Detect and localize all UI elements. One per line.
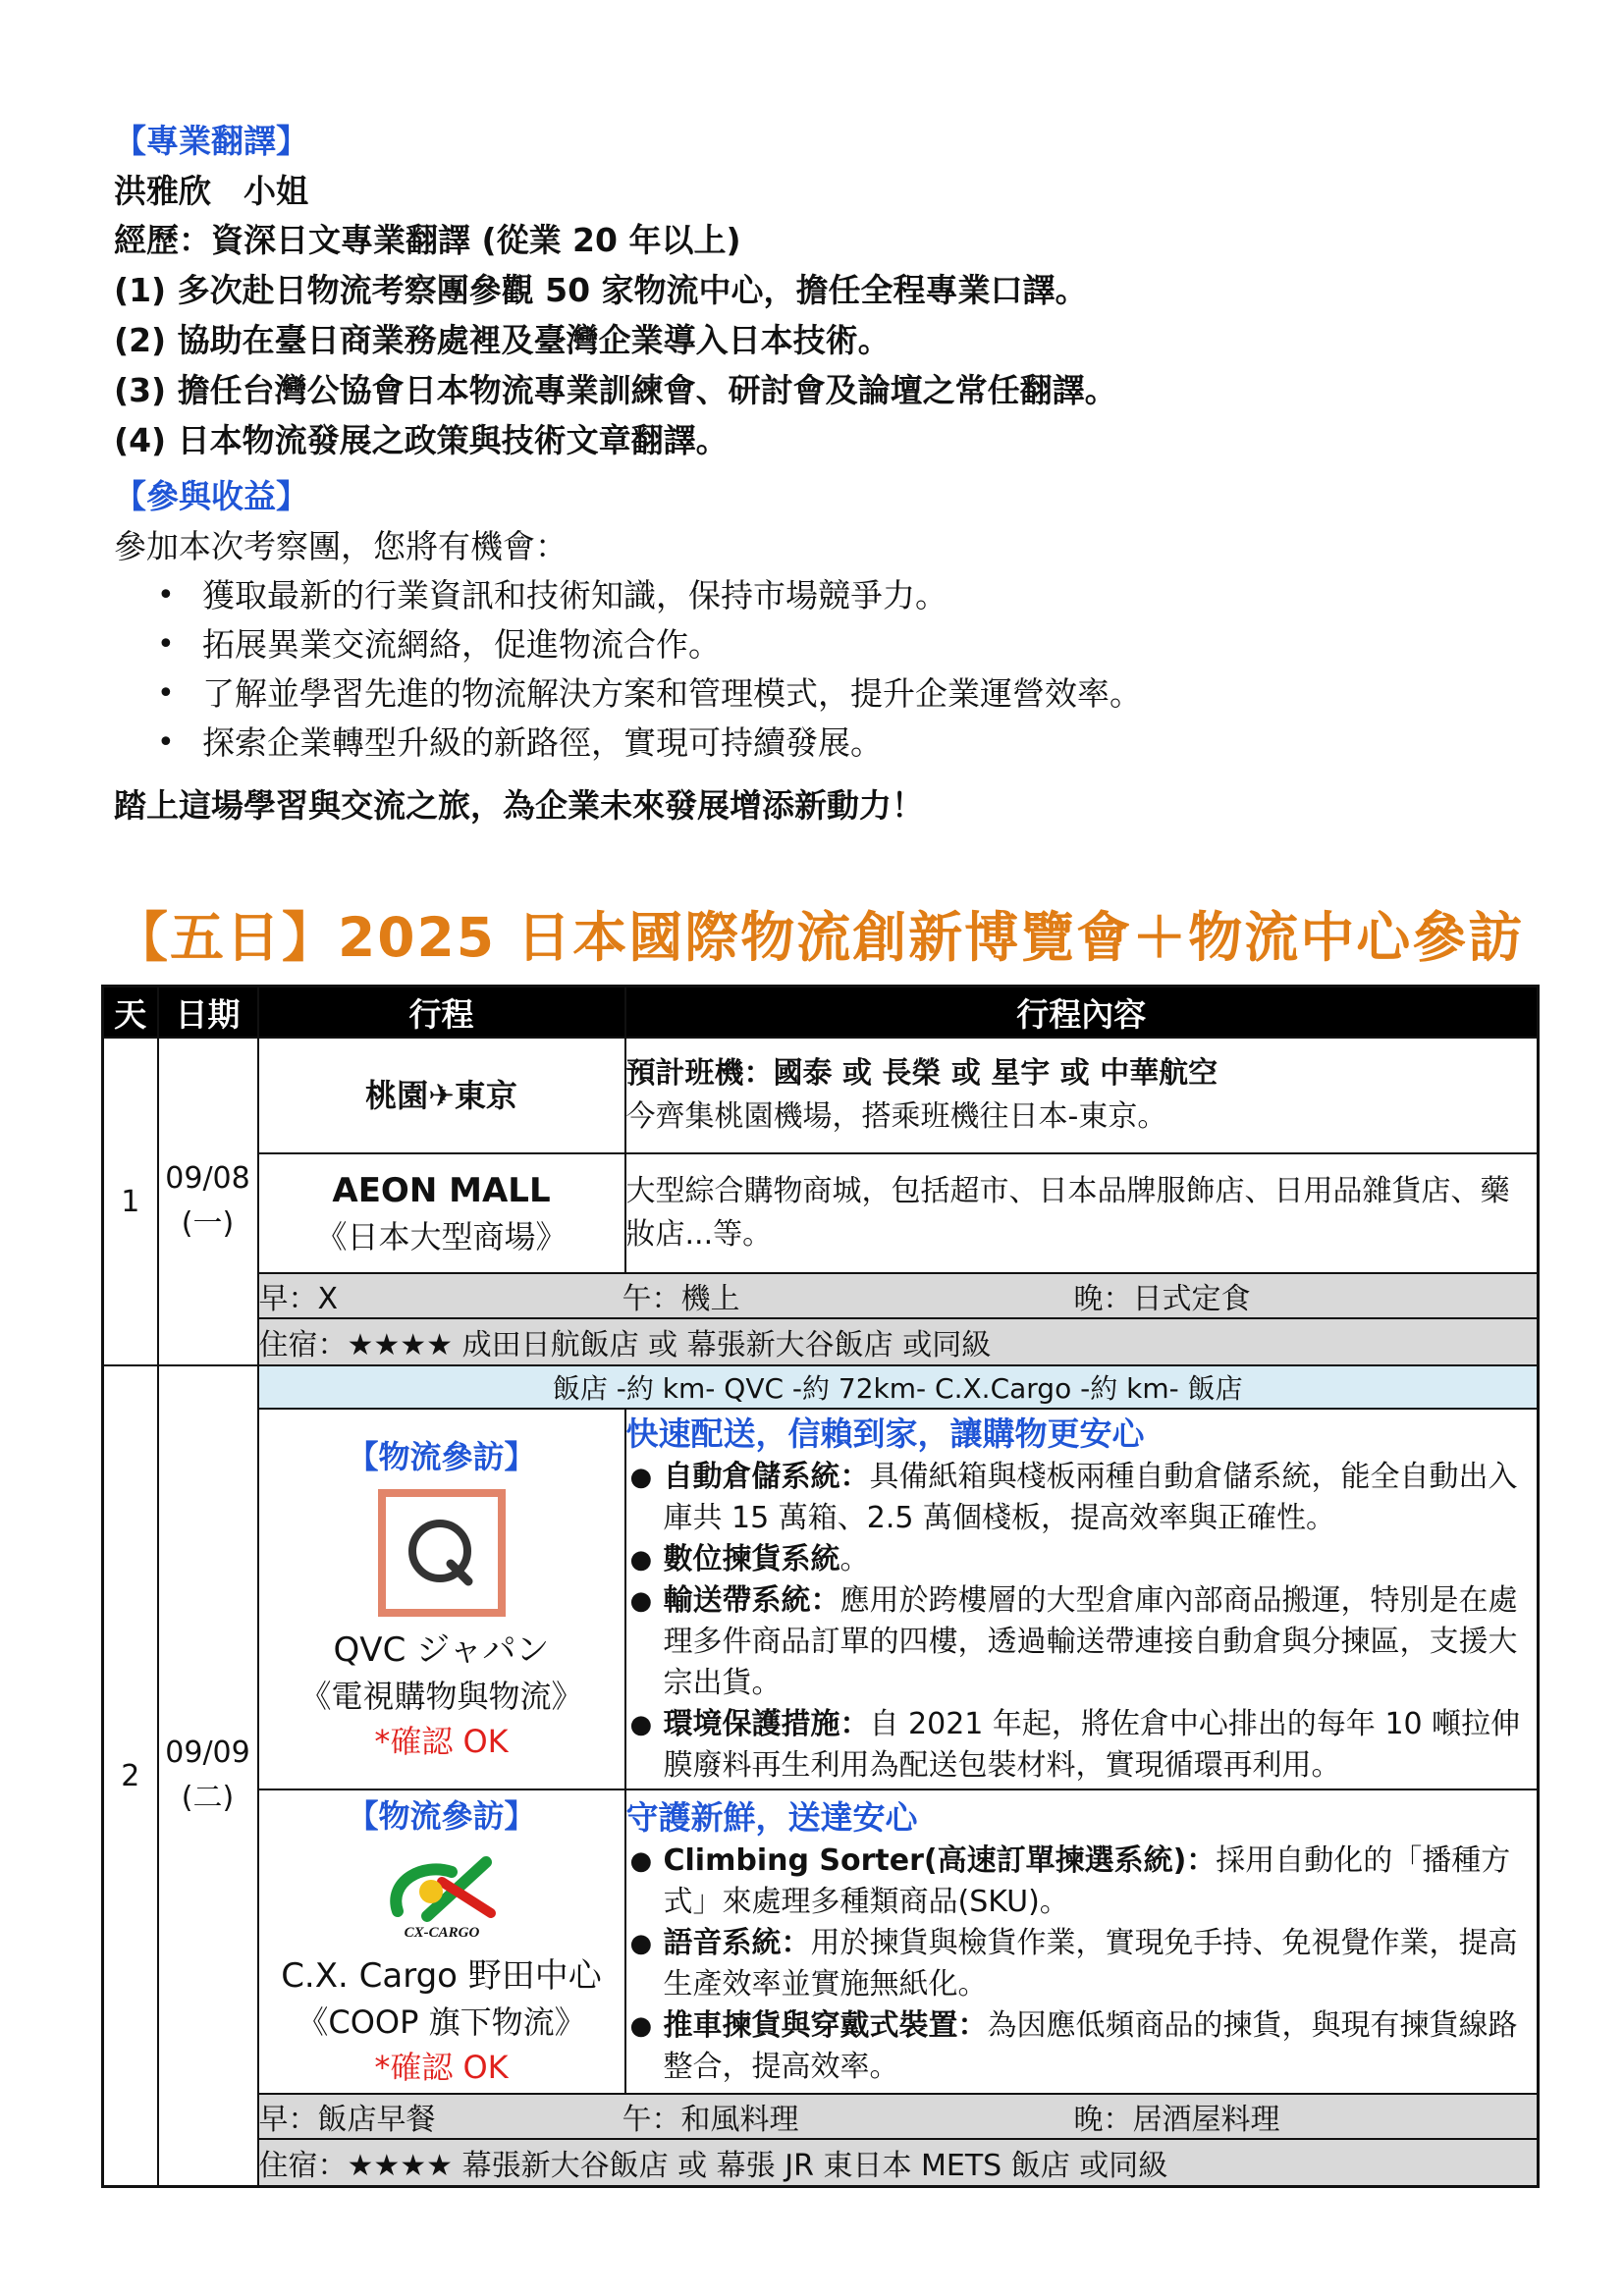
bullet-icon: ● bbox=[629, 2011, 653, 2041]
bullet-icon: ● bbox=[629, 1463, 653, 1492]
experience-item: (1) 多次赴日物流考察團參觀 50 家物流中心，擔任全程專業口譯。 bbox=[114, 271, 1088, 309]
feature-list bbox=[626, 1457, 1538, 1787]
visit-qvc bbox=[258, 1409, 625, 1789]
itinerary-banner: 【五日】2025 日本國際物流創新博覽會＋物流中心參訪 bbox=[114, 906, 1525, 969]
route-flight: 桃園✈東京 bbox=[258, 1038, 625, 1153]
header-content: 行程內容 bbox=[625, 987, 1539, 1039]
day-number: 2 bbox=[103, 1365, 158, 2187]
bullet-icon: ● bbox=[629, 1710, 653, 1739]
meal-lunch: 午：和風料理 bbox=[622, 2103, 799, 2137]
benefit-item: • 探索企業轉型升級的新路徑，實現可持續發展。 bbox=[157, 719, 1528, 768]
meal-cell bbox=[258, 1273, 1539, 1318]
feature-item: ● 輸送帶系統：應用於跨樓層的大型倉庫內部商品搬運，特別是在處理多件商品訂單的四樓，透過輸送帶連接自動倉與分揀區，支援大宗出貨。 bbox=[626, 1580, 1538, 1704]
table-row bbox=[103, 1038, 1539, 1153]
table-row bbox=[103, 1153, 1539, 1273]
visit-name: QVC ジャパン bbox=[333, 1630, 550, 1670]
qvc-logo bbox=[378, 1489, 506, 1617]
cx-cargo-logo bbox=[368, 1842, 515, 1941]
confirm-badge: *確認 OK bbox=[374, 1723, 509, 1760]
meal-row bbox=[103, 1273, 1539, 1318]
hotel-row bbox=[103, 2139, 1539, 2187]
visit-tag: 【物流參訪】 bbox=[347, 1797, 536, 1835]
intro-section bbox=[114, 116, 1528, 863]
hotel-row bbox=[103, 1318, 1539, 1365]
translator-heading: 【專業翻譯】 bbox=[114, 122, 308, 160]
content-title: 守護新鮮，送達安心 bbox=[625, 1798, 918, 1837]
feature-item: ● 語音系統：用於揀貨與檢貨作業，實現免手持、免視覺作業，提高生產效率並實施無紙化。 bbox=[626, 1923, 1538, 2005]
meal-lunch: 午：機上 bbox=[622, 1282, 740, 1316]
bullet-icon: • bbox=[157, 725, 175, 760]
hotel-cell: 住宿：★★★★ 成田日航飯店 或 幕張新大谷飯店 或同級 bbox=[258, 1318, 1539, 1365]
header-date: 日期 bbox=[158, 987, 258, 1039]
day-date: 09/08 (一) bbox=[158, 1038, 258, 1365]
bullet-icon: ● bbox=[629, 1929, 653, 1958]
benefit-item: • 拓展異業交流網絡，促進物流合作。 bbox=[157, 620, 1528, 669]
flight-content bbox=[625, 1038, 1539, 1153]
visit-name: C.X. Cargo 野田中心 bbox=[281, 1956, 602, 1996]
bullet-icon: • bbox=[157, 627, 175, 662]
meal-breakfast: 早：飯店早餐 bbox=[258, 2103, 436, 2137]
table-header-row bbox=[103, 987, 1539, 1039]
feature-list bbox=[626, 1841, 1538, 2088]
visit-tag: 【物流參訪】 bbox=[347, 1438, 536, 1475]
aeon-content: 大型綜合購物商城，包括超市、日本品牌服飾店、日用品雜貨店、藥妝店...等。 bbox=[625, 1153, 1539, 1273]
route-aeon: AEON MALL 《日本大型商場》 bbox=[258, 1153, 625, 1273]
cxcargo-content bbox=[625, 1789, 1539, 2094]
transfer-row bbox=[103, 1365, 1539, 1409]
header-route: 行程 bbox=[258, 987, 625, 1039]
table-row bbox=[103, 1409, 1539, 1789]
meal-cell bbox=[258, 2094, 1539, 2139]
benefit-heading: 【參與收益】 bbox=[114, 477, 308, 515]
hotel-cell: 住宿：★★★★ 幕張新大谷飯店 或 幕張 JR 東日本 METS 飯店 或同級 bbox=[258, 2139, 1539, 2187]
experience-item: (2) 協助在臺日商業務處裡及臺灣企業導入日本技術。 bbox=[114, 321, 891, 359]
benefit-lead: 參加本次考察團，您將有機會： bbox=[114, 527, 568, 565]
benefit-item: • 獲取最新的行業資訊和技術知識，保持市場競爭力。 bbox=[157, 571, 1528, 620]
meal-row bbox=[103, 2094, 1539, 2139]
flight-text: 今齊集桃園機場，搭乘班機往日本-東京。 bbox=[625, 1099, 1167, 1134]
closing-statement: 踏上這場學習與交流之旅，為企業未來發展增添新動力！ bbox=[114, 786, 924, 825]
meal-dinner: 晚：居酒屋料理 bbox=[1073, 2103, 1280, 2137]
confirm-badge: *確認 OK bbox=[374, 2049, 509, 2086]
feature-item: ● Climbing Sorter(高速訂單揀選系統)：採用自動化的「播種方式」來處理多種類商品(SKU)。 bbox=[626, 1841, 1538, 1923]
svg-text:CX-CARGO: CX-CARGO bbox=[404, 1925, 479, 1941]
content-title: 快速配送，信賴到家，讓購物更安心 bbox=[625, 1415, 1145, 1453]
visit-sub: 《COOP 旗下物流》 bbox=[297, 2003, 586, 2041]
bullet-icon: • bbox=[157, 578, 175, 613]
bullet-icon: ● bbox=[629, 1586, 653, 1616]
feature-item: ● 自動倉儲系統：具備紙箱與棧板兩種自動倉儲系統，能全自動出入庫共 15 萬箱、2.5 萬個棧板，提高效率與正確性。 bbox=[626, 1457, 1538, 1539]
itinerary-table bbox=[101, 985, 1540, 2188]
table-row bbox=[103, 1789, 1539, 2094]
transfer-cell: 飯店 -約 km- QVC -約 72km- C.X.Cargo -約 km- 飯店 bbox=[258, 1365, 1539, 1409]
qvc-q-icon bbox=[398, 1509, 486, 1597]
header-day: 天 bbox=[103, 987, 158, 1039]
flight-label: 預計班機：國泰 或 長榮 或 星宇 或 中華航空 bbox=[625, 1056, 1218, 1091]
bullet-icon: ● bbox=[629, 1846, 653, 1876]
qvc-content bbox=[625, 1409, 1539, 1789]
feature-item: ● 數位揀貨系統。 bbox=[626, 1539, 1538, 1580]
benefit-list bbox=[114, 571, 1528, 768]
bullet-icon: ● bbox=[629, 1545, 653, 1575]
meal-dinner: 晚：日式定食 bbox=[1073, 1282, 1251, 1316]
meal-breakfast: 早：X bbox=[258, 1282, 339, 1316]
visit-cxcargo bbox=[258, 1789, 625, 2094]
experience-item: (4) 日本物流發展之政策與技術文章翻譯。 bbox=[114, 421, 729, 459]
day-date: 09/09 (二) bbox=[158, 1365, 258, 2187]
feature-item: ● 環境保護措施：自 2021 年起，將佐倉中心排出的每年 10 噸拉伸膜廢料再生利用為配送包裝材料，實現循環再利用。 bbox=[626, 1704, 1538, 1787]
benefit-item: • 了解並學習先進的物流解決方案和管理模式，提升企業運營效率。 bbox=[157, 669, 1528, 719]
experience-item: (3) 擔任台灣公協會日本物流專業訓練會、研討會及論壇之常任翻譯。 bbox=[114, 371, 1117, 409]
feature-item: ● 推車揀貨與穿戴式裝置：為因應低頻商品的揀貨，與現有揀貨線路整合，提高效率。 bbox=[626, 2005, 1538, 2088]
visit-sub: 《電視購物與物流》 bbox=[299, 1678, 583, 1715]
bullet-icon: • bbox=[157, 676, 175, 711]
day-number: 1 bbox=[103, 1038, 158, 1365]
translator-name: 洪雅欣 小姐 bbox=[114, 172, 308, 210]
translator-experience: 經歷：資深日文專業翻譯 (從業 20 年以上) bbox=[114, 221, 741, 259]
